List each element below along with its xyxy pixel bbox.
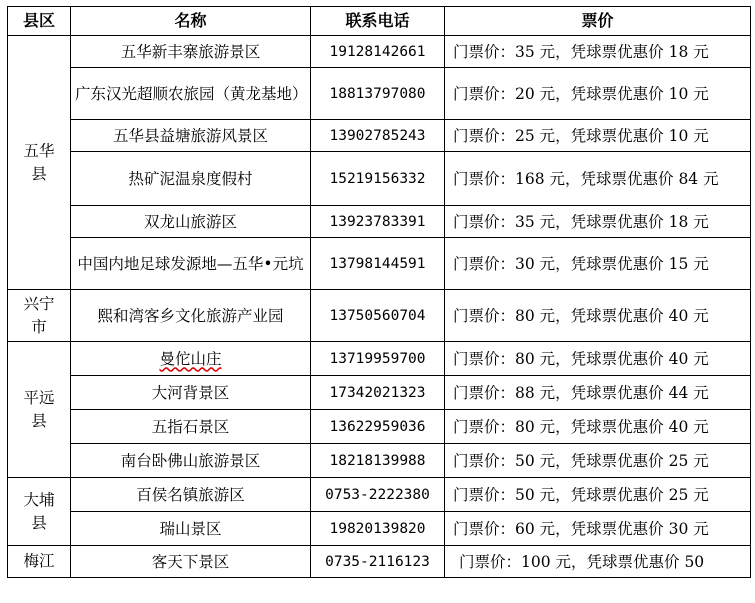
phone-cell: 19128142661 [311,36,445,68]
price-cell: 门票价：100 元，凭球票优惠价 50 [445,546,751,578]
name-cell: 客天下景区 [71,546,311,578]
phone-cell: 13719959700 [311,342,445,376]
price-cell: 门票价：50 元，凭球票优惠价 25 元 [445,478,751,512]
table-row [8,152,751,206]
header-county: 县区 [8,7,71,36]
scenic-ticket-table [7,6,751,578]
name-cell: 五指石景区 [71,410,311,444]
price-cell: 门票价：60 元，凭球票优惠价 30 元 [445,512,751,546]
table-row [8,290,751,342]
price-cell: 门票价：88 元，凭球票优惠价 44 元 [445,376,751,410]
price-cell: 门票价：80 元，凭球票优惠价 40 元 [445,342,751,376]
header-row [8,7,751,36]
table-row [8,206,751,238]
name-cell: 广东汉光超顺农旅园（黄龙基地） [71,68,311,120]
phone-cell: 15219156332 [311,152,445,206]
phone-cell: 18218139988 [311,444,445,478]
county-cell: 大埔县 [8,478,71,546]
name-cell: 南台卧佛山旅游景区 [71,444,311,478]
phone-cell: 0735-2116123 [311,546,445,578]
price-cell: 门票价：50 元，凭球票优惠价 25 元 [445,444,751,478]
name-cell: 中国内地足球发源地—五华•元坑 [71,238,311,290]
table-row [8,546,751,578]
price-cell: 门票价：20 元，凭球票优惠价 10 元 [445,68,751,120]
phone-cell: 13798144591 [311,238,445,290]
table-row [8,376,751,410]
name-cell: 熙和湾客乡文化旅游产业园 [71,290,311,342]
price-cell: 门票价：35 元，凭球票优惠价 18 元 [445,206,751,238]
phone-cell: 19820139820 [311,512,445,546]
table-row [8,444,751,478]
price-cell: 门票价：25 元，凭球票优惠价 10 元 [445,120,751,152]
table-row [8,120,751,152]
county-cell: 梅江 [8,546,71,578]
price-cell: 门票价：30 元，凭球票优惠价 15 元 [445,238,751,290]
price-cell: 门票价：168 元，凭球票优惠价 84 元 [445,152,751,206]
table-row [8,410,751,444]
name-cell: 曼佗山庄 [71,342,311,376]
county-cell: 平远县 [8,342,71,478]
price-cell: 门票价：80 元，凭球票优惠价 40 元 [445,290,751,342]
table-row [8,238,751,290]
header-price: 票价 [445,7,751,36]
table-row [8,342,751,376]
price-cell: 门票价：35 元，凭球票优惠价 18 元 [445,36,751,68]
price-cell: 门票价：80 元，凭球票优惠价 40 元 [445,410,751,444]
county-cell: 五华县 [8,36,71,290]
name-cell: 大河背景区 [71,376,311,410]
phone-cell: 13622959036 [311,410,445,444]
phone-cell: 13923783391 [311,206,445,238]
header-name: 名称 [71,7,311,36]
table-row [8,68,751,120]
county-cell: 兴宁市 [8,290,71,342]
name-cell: 五华新丰寨旅游景区 [71,36,311,68]
phone-cell: 0753-2222380 [311,478,445,512]
name-cell: 瑞山景区 [71,512,311,546]
phone-cell: 13902785243 [311,120,445,152]
name-cell: 双龙山旅游区 [71,206,311,238]
table-row [8,36,751,68]
table-row [8,512,751,546]
name-cell: 百侯名镇旅游区 [71,478,311,512]
name-cell: 热矿泥温泉度假村 [71,152,311,206]
phone-cell: 13750560704 [311,290,445,342]
table-row [8,478,751,512]
phone-cell: 17342021323 [311,376,445,410]
header-phone: 联系电话 [311,7,445,36]
name-cell: 五华县益塘旅游风景区 [71,120,311,152]
phone-cell: 18813797080 [311,68,445,120]
